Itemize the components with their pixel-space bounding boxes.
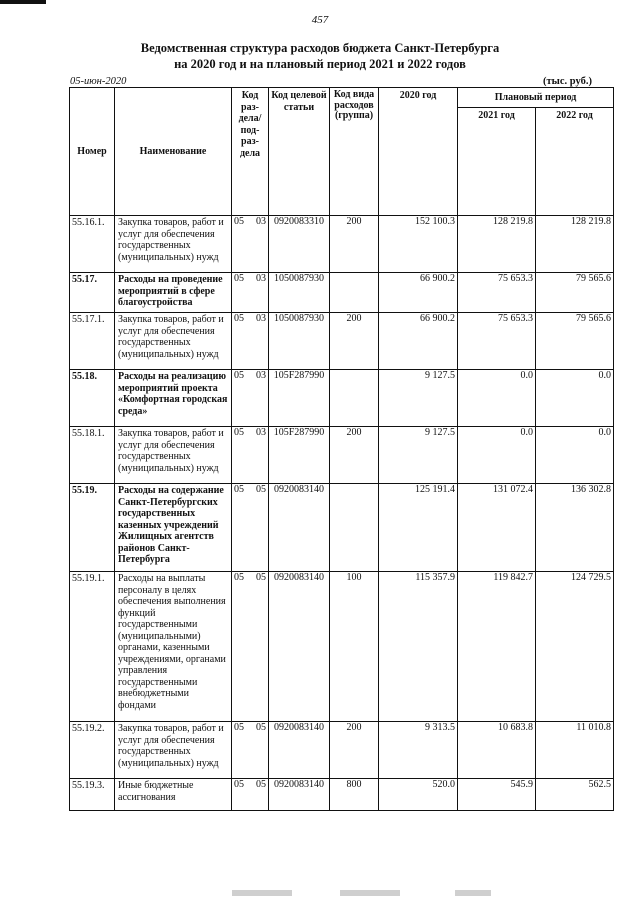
row-target-code: 0920083140 [269, 722, 330, 779]
table-row [70, 313, 614, 370]
row-number: 55.19.1. [70, 572, 115, 722]
row-expense-type [330, 370, 379, 427]
row-subsection: 03 [250, 313, 269, 370]
row-value-2020: 66 900.2 [379, 313, 458, 370]
table-row [70, 722, 614, 779]
row-subsection: 05 [250, 484, 269, 572]
row-value-2022: 11 010.8 [536, 722, 614, 779]
budget-table [69, 87, 614, 811]
row-value-2021: 10 683.8 [458, 722, 536, 779]
row-value-2022: 0.0 [536, 427, 614, 484]
table-row [70, 273, 614, 313]
row-expense-type: 200 [330, 427, 379, 484]
row-value-2021: 0.0 [458, 427, 536, 484]
row-value-2020: 152 100.3 [379, 216, 458, 273]
row-section: 05 [232, 273, 250, 313]
row-target-code: 0920083140 [269, 779, 330, 811]
row-value-2021: 0.0 [458, 370, 536, 427]
row-section: 05 [232, 313, 250, 370]
table-row [70, 427, 614, 484]
row-section: 05 [232, 427, 250, 484]
row-number: 55.16.1. [70, 216, 115, 273]
row-value-2021: 545.9 [458, 779, 536, 811]
row-section: 05 [232, 370, 250, 427]
row-subsection: 03 [250, 370, 269, 427]
row-subsection: 05 [250, 722, 269, 779]
row-value-2020: 9 127.5 [379, 427, 458, 484]
row-value-2020: 520.0 [379, 779, 458, 811]
row-value-2022: 124 729.5 [536, 572, 614, 722]
row-subsection: 03 [250, 273, 269, 313]
row-value-2020: 9 313.5 [379, 722, 458, 779]
row-number: 55.19.3. [70, 779, 115, 811]
row-value-2021: 119 842.7 [458, 572, 536, 722]
row-name: Расходы на выплаты персоналу в целях обеспечения выполнения функций государственными (муниципальными) органами, казенными учреждениями, органами управления государственными внебюджетными фондами [115, 572, 232, 722]
header-year-2020: 2020 год [379, 88, 458, 216]
row-target-code: 105F287990 [269, 427, 330, 484]
row-value-2022: 562.5 [536, 779, 614, 811]
row-value-2022: 136 302.8 [536, 484, 614, 572]
row-value-2022: 79 565.6 [536, 273, 614, 313]
document-subtitle: на 2020 год и на плановый период 2021 и 2022 годов [174, 57, 466, 71]
row-expense-type: 800 [330, 779, 379, 811]
row-number: 55.17.1. [70, 313, 115, 370]
table-row [70, 370, 614, 427]
scan-artifact [340, 890, 400, 896]
row-number: 55.17. [70, 273, 115, 313]
page-number: 457 [311, 14, 329, 26]
row-value-2021: 128 219.8 [458, 216, 536, 273]
row-name: Иные бюджетные ассигнования [115, 779, 232, 811]
row-expense-type: 100 [330, 572, 379, 722]
row-target-code: 0920083140 [269, 484, 330, 572]
row-section: 05 [232, 572, 250, 722]
row-name: Закупка товаров, работ и услуг для обеспечения государственных (муниципальных) нужд [115, 722, 232, 779]
row-subsection: 03 [250, 216, 269, 273]
row-subsection: 05 [250, 572, 269, 722]
row-name: Расходы на реализацию мероприятий проекта «Комфортная городская среда» [115, 370, 232, 427]
row-section: 05 [232, 216, 250, 273]
header-number: Номер [70, 88, 115, 216]
row-value-2020: 9 127.5 [379, 370, 458, 427]
row-number: 55.19.2. [70, 722, 115, 779]
row-value-2021: 75 653.3 [458, 313, 536, 370]
table-row [70, 484, 614, 572]
row-number: 55.18. [70, 370, 115, 427]
table-row [70, 779, 614, 811]
header-planned-period: Плановый период [458, 88, 614, 108]
units-label: (тыс. руб.) [543, 76, 592, 87]
row-target-code: 0920083140 [269, 572, 330, 722]
header-section-code: Код раз-дела/ под-раз-дела [232, 88, 269, 216]
row-value-2022: 0.0 [536, 370, 614, 427]
scan-artifact [232, 890, 292, 896]
row-section: 05 [232, 484, 250, 572]
row-value-2020: 125 191.4 [379, 484, 458, 572]
table-row [70, 216, 614, 273]
row-expense-type: 200 [330, 722, 379, 779]
row-name: Закупка товаров, работ и услуг для обеспечения государственных (муниципальных) нужд [115, 313, 232, 370]
scan-artifact [455, 890, 491, 896]
row-target-code: 0920083310 [269, 216, 330, 273]
row-target-code: 105F287990 [269, 370, 330, 427]
row-name: Закупка товаров, работ и услуг для обеспечения государственных (муниципальных) нужд [115, 427, 232, 484]
row-target-code: 1050087930 [269, 273, 330, 313]
row-name: Расходы на проведение мероприятий в сфере благоустройства [115, 273, 232, 313]
row-section: 05 [232, 722, 250, 779]
row-number: 55.18.1. [70, 427, 115, 484]
header-year-2021: 2021 год [458, 108, 536, 216]
row-value-2022: 128 219.8 [536, 216, 614, 273]
row-value-2021: 75 653.3 [458, 273, 536, 313]
row-section: 05 [232, 779, 250, 811]
row-value-2020: 66 900.2 [379, 273, 458, 313]
row-value-2022: 79 565.6 [536, 313, 614, 370]
row-expense-type [330, 484, 379, 572]
table-body [70, 216, 614, 811]
row-target-code: 1050087930 [269, 313, 330, 370]
row-subsection: 03 [250, 427, 269, 484]
table-row [70, 572, 614, 722]
document-date: 05-июн-2020 [70, 76, 127, 87]
row-number: 55.19. [70, 484, 115, 572]
row-value-2021: 131 072.4 [458, 484, 536, 572]
header-name: Наименование [115, 88, 232, 216]
corner-mark [0, 0, 46, 4]
row-name: Закупка товаров, работ и услуг для обеспечения государственных (муниципальных) нужд [115, 216, 232, 273]
row-subsection: 05 [250, 779, 269, 811]
document-title: Ведомственная структура расходов бюджета Санкт-Петербурга [140, 41, 500, 55]
row-expense-type: 200 [330, 216, 379, 273]
header-expense-type: Код вида расходов (группа) [330, 88, 379, 216]
row-expense-type [330, 273, 379, 313]
header-year-2022: 2022 год [536, 108, 614, 216]
row-name: Расходы на содержание Санкт-Петербургских государственных казенных учреждений Жилищных агентств районов Санкт-Петербурга [115, 484, 232, 572]
row-expense-type: 200 [330, 313, 379, 370]
header-target-code: Код целевой статьи [269, 88, 330, 216]
row-value-2020: 115 357.9 [379, 572, 458, 722]
